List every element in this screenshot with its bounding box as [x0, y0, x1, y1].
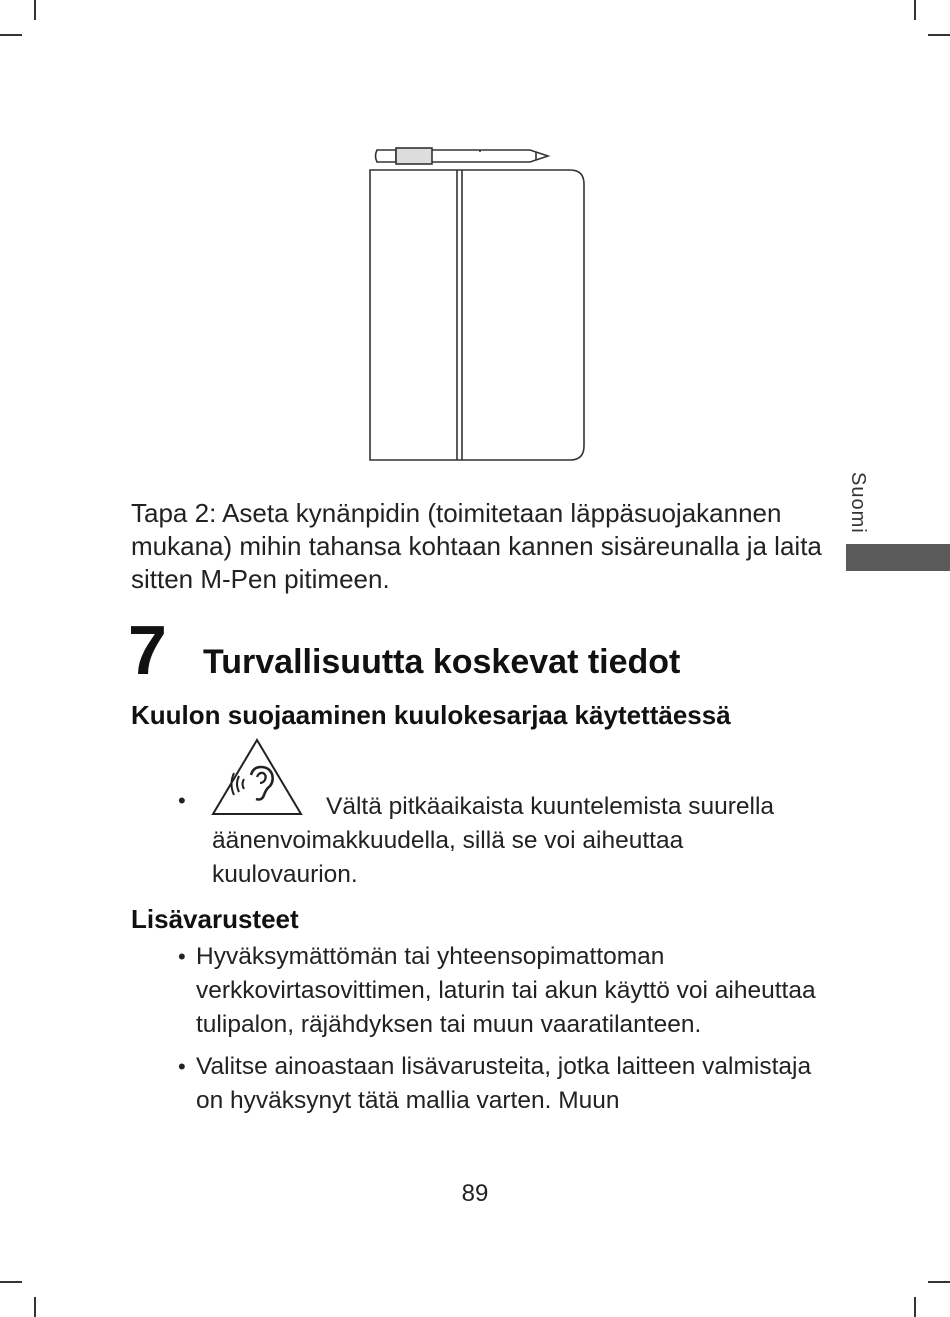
bullet: • [178, 788, 186, 813]
bullet: • [178, 1054, 186, 1079]
hearing-warning-text: Vältä pitkäaikaista kuuntelemista suurella äänenvoimakkuudella, sillä se voi aiheuttaa kuulovaurion. [212, 793, 775, 888]
accessories-list [178, 940, 818, 1126]
cover-with-pen-illustration [360, 140, 592, 468]
list-item [178, 940, 818, 1042]
language-tab-label: Suomi [847, 472, 869, 534]
crop-mark [928, 34, 950, 36]
crop-mark [34, 1297, 36, 1317]
crop-mark [914, 1297, 916, 1317]
section-heading-accessories: Lisävarusteet [131, 904, 299, 934]
language-tab-bar [846, 544, 950, 571]
bullet: • [178, 944, 186, 969]
chapter-title: Turvallisuutta koskevat tiedot [203, 643, 681, 681]
crop-mark [914, 0, 916, 20]
crop-mark [34, 0, 36, 20]
list-item [178, 1050, 818, 1118]
list-item-text: Hyväksymättömän tai yhteensopimattoman verkkovirtasovittimen, laturin tai akun käyttö voi aiheuttaa tulipalon, räjähdyksen tai muun vaaratilanteen. [196, 943, 816, 1038]
intro-paragraph: Tapa 2: Aseta kynänpidin (toimitetaan läppäsuojakannen mukana) mihin tahansa kohtaan kannen sisäreunalla ja laita sitten M-Pen pitimeen. [131, 498, 822, 594]
chapter-number: 7 [128, 611, 167, 689]
crop-mark [0, 1281, 22, 1283]
page-number: 89 [461, 1180, 489, 1207]
section-heading-hearing: Kuulon suojaaminen kuulokesarjaa käytettäessä [131, 700, 731, 730]
list-item-text: Valitse ainoastaan lisävarusteita, jotka laitteen valmistaja on hyväksynyt tätä mallia varten. Muun [196, 1053, 812, 1114]
crop-mark [928, 1281, 950, 1283]
crop-mark [0, 34, 22, 36]
